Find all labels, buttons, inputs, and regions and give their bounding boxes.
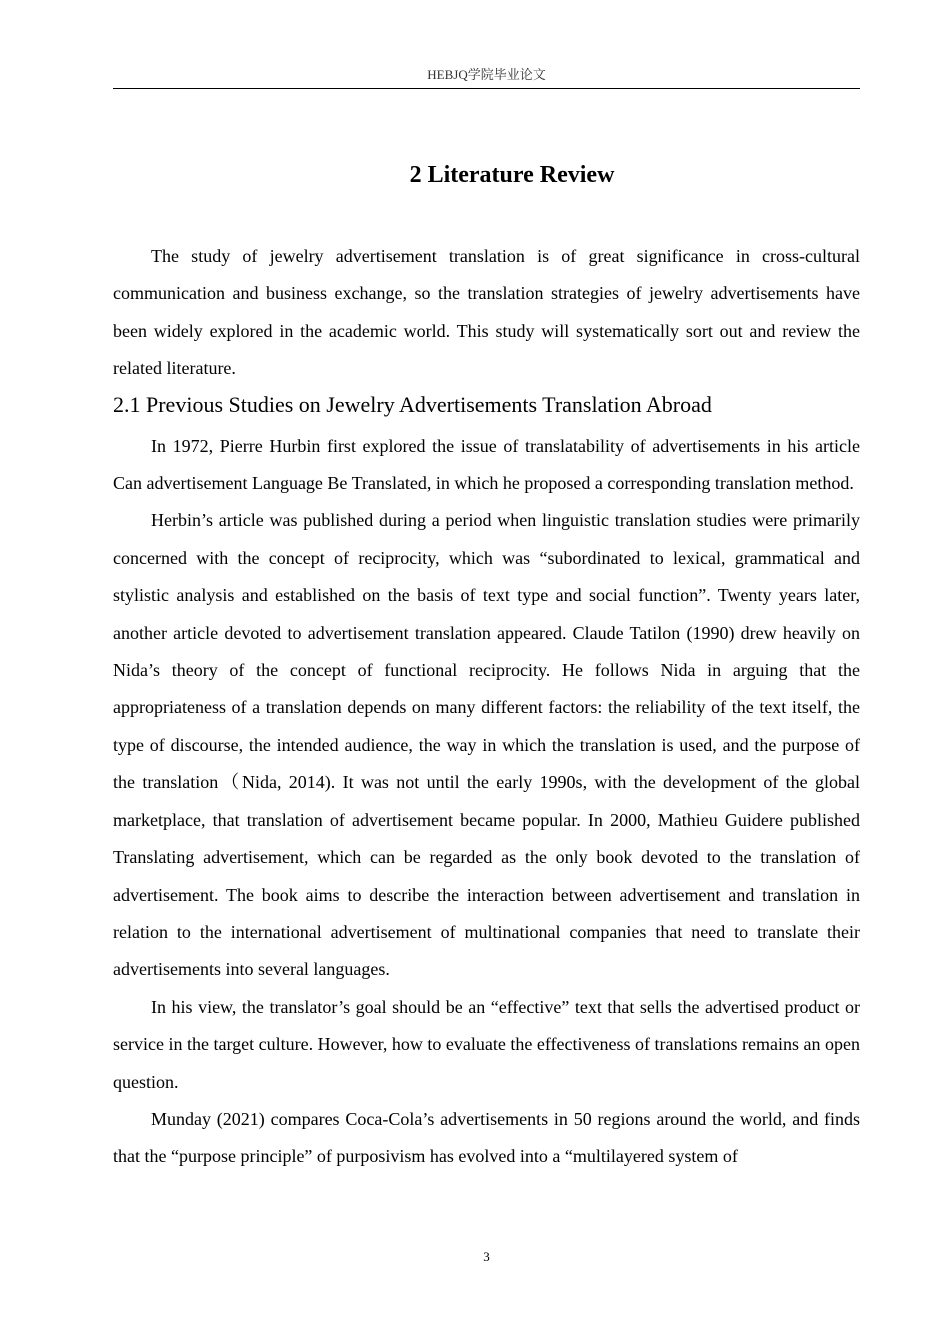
intro-paragraph: The study of jewelry advertisement translation is of great significance in cross-cultural communication and business exchange, so the translation strategies of jewelry advertisements have been widely explored in the academic world. This study will systematically sort out and review the related literature. (113, 246, 860, 379)
header-divider (113, 88, 860, 89)
section-heading: 2.1 Previous Studies on Jewelry Advertisements Translation Abroad (113, 391, 712, 417)
chapter-title: 2 Literature Review (409, 162, 615, 188)
body-paragraph-1: In 1972, Pierre Hurbin first explored the issue of translatability of advertisements in his article Can advertisement Language Be Translated, in which he proposed a corresponding translation method. (113, 435, 860, 494)
page-number: 3 (483, 1249, 490, 1264)
page-body (113, 238, 860, 1176)
body-paragraph-4: Munday (2021) compares Coca-Cola’s advertisements in 50 regions around the world, and finds that the “purpose principle” of purposivism has evolved into a “multilayered system of (113, 1108, 860, 1167)
body-paragraph-2: Herbin’s article was published during a period when linguistic translation studies were primarily concerned with the concept of reciprocity, which was “subordinated to lexical, grammatical and stylistic analysis and established on the basis of text type and social function”. Twenty years later, another article devoted to advertisement translation appeared. Claude Tatilon (1990) drew heavily on Nida’s theory of the concept of functional reciprocity. He follows Nida in arguing that the appropriateness of a translation depends on many different factors: the reliability of the text itself, the type of discourse, the intended audience, the way in which the translation is used, and the purpose of the translation（Nida, 2014). It was not until the early 1990s, with the development of the global marketplace, that translation of advertisement became popular. In 2000, Mathieu Guidere published Translating advertisement, which can be regarded as the only book devoted to the translation of advertisement. The book aims to describe the interaction between advertisement and translation in relation to the international advertisement of multinational companies that need to translate their advertisements into several languages. (113, 510, 860, 980)
body-paragraph-3: In his view, the translator’s goal should be an “effective” text that sells the advertised product or service in the target culture. However, how to evaluate the effectiveness of translations remains an open question. (113, 996, 860, 1092)
running-header: HEBJQ学院毕业论文 (427, 67, 546, 82)
